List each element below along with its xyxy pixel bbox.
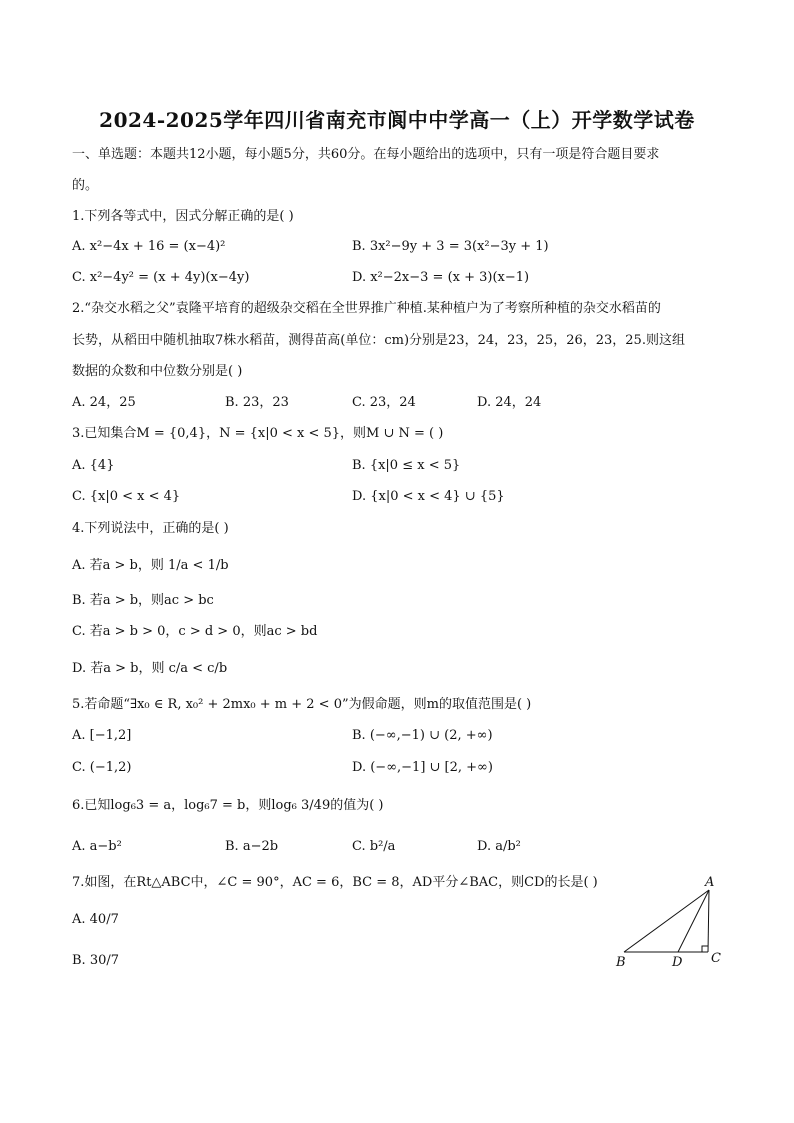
question-2-stem-line-1: 2.“杂交水稻之父”袁隆平培育的超级杂交稻在全世界推广种植.某种植户为了考察所种植的杂交水稻苗的 bbox=[72, 301, 661, 316]
triangle-figure bbox=[612, 870, 724, 970]
question-7-stem: 7.如图，在Rt△ABC中，∠C = 90°，AC = 6，BC = 8，AD平分∠BAC，则CD的长是( ) bbox=[72, 875, 598, 890]
question-3-option-c: C. {x|0 < x < 4} bbox=[72, 489, 181, 504]
label-c: C bbox=[711, 951, 721, 966]
question-4-stem: 4.下列说法中，正确的是( ) bbox=[72, 521, 229, 536]
question-7-option-b: B. 30/7 bbox=[72, 953, 120, 968]
question-6-stem: 6.已知log₆3 = a，log₆7 = b，则log₆ 3/49的值为( ) bbox=[72, 798, 384, 813]
question-6-option-c: C. b²/a bbox=[352, 839, 396, 854]
question-2-option-c: C. 23，24 bbox=[352, 395, 416, 410]
question-2-option-b: B. 23，23 bbox=[225, 395, 289, 410]
question-3-option-d: D. {x|0 < x < 4} ∪ {5} bbox=[352, 489, 505, 504]
question-6-option-b: B. a−2b bbox=[225, 839, 279, 854]
question-5-option-a: A. [−1,2] bbox=[72, 728, 132, 743]
question-5-stem: 5.若命题“∃x₀ ∈ R, x₀² + 2mx₀ + m + 2 < 0”为假命题，则m的取值范围是( ) bbox=[72, 697, 532, 712]
question-5-option-c: C. (−1,2) bbox=[72, 760, 132, 775]
question-3-option-a: A. {4} bbox=[72, 458, 115, 473]
question-4-option-a: A. 若a > b，则 1/a < 1/b bbox=[72, 558, 229, 573]
question-7-option-a: A. 40/7 bbox=[72, 912, 119, 927]
label-b: B bbox=[616, 955, 626, 970]
question-4-option-b: B. 若a > b，则ac > bc bbox=[72, 593, 214, 608]
label-a: A bbox=[705, 875, 715, 890]
question-2-stem-line-3: 数据的众数和中位数分别是( ) bbox=[72, 364, 243, 379]
question-1-option-d: D. x²−2x−3 = (x + 3)(x−1) bbox=[352, 270, 530, 285]
right-angle-mark bbox=[702, 946, 708, 952]
question-4-option-c: C. 若a > b > 0，c > d > 0，则ac > bd bbox=[72, 624, 318, 639]
question-5-option-b: B. (−∞,−1) ∪ (2, +∞) bbox=[352, 728, 493, 743]
question-2-option-a: A. 24，25 bbox=[72, 395, 136, 410]
label-d: D bbox=[672, 955, 683, 970]
section-heading-line-1: 一、单选题：本题共12小题，每小题5分，共60分。在每小题给出的选项中，只有一项是符合题目要求 bbox=[72, 147, 660, 162]
question-6-option-d: D. a/b² bbox=[477, 839, 521, 854]
question-1-option-b: B. 3x²−9y + 3 = 3(x²−3y + 1) bbox=[352, 239, 549, 254]
question-6-option-a: A. a−b² bbox=[72, 839, 122, 854]
section-heading-line-2: 的。 bbox=[72, 178, 99, 193]
segment-ad bbox=[678, 890, 709, 952]
exam-title: 2024-2025学年四川省南充市阆中中学高一（上）开学数学试卷 bbox=[99, 108, 695, 132]
question-1-stem: 1.下列各等式中，因式分解正确的是( ) bbox=[72, 209, 294, 224]
question-1-option-c: C. x²−4y² = (x + 4y)(x−4y) bbox=[72, 270, 250, 285]
question-5-option-d: D. (−∞,−1] ∪ [2, +∞) bbox=[352, 760, 493, 775]
question-4-option-d: D. 若a > b，则 c/a < c/b bbox=[72, 661, 228, 676]
question-2-stem-line-2: 长势，从稻田中随机抽取7株水稻苗，测得苗高(单位：cm)分别是23，24，23，25，26，23，25.则这组 bbox=[72, 333, 685, 348]
question-1-option-a: A. x²−4x + 16 = (x−4)² bbox=[72, 239, 226, 254]
segment-ac bbox=[708, 890, 709, 952]
question-3-option-b: B. {x|0 ≤ x < 5} bbox=[352, 458, 461, 473]
question-2-option-d: D. 24，24 bbox=[477, 395, 542, 410]
question-3-stem: 3.已知集合M = {0,4}，N = {x|0 < x < 5}，则M ∪ N = ( ) bbox=[72, 426, 444, 441]
segment-ab bbox=[624, 890, 709, 952]
